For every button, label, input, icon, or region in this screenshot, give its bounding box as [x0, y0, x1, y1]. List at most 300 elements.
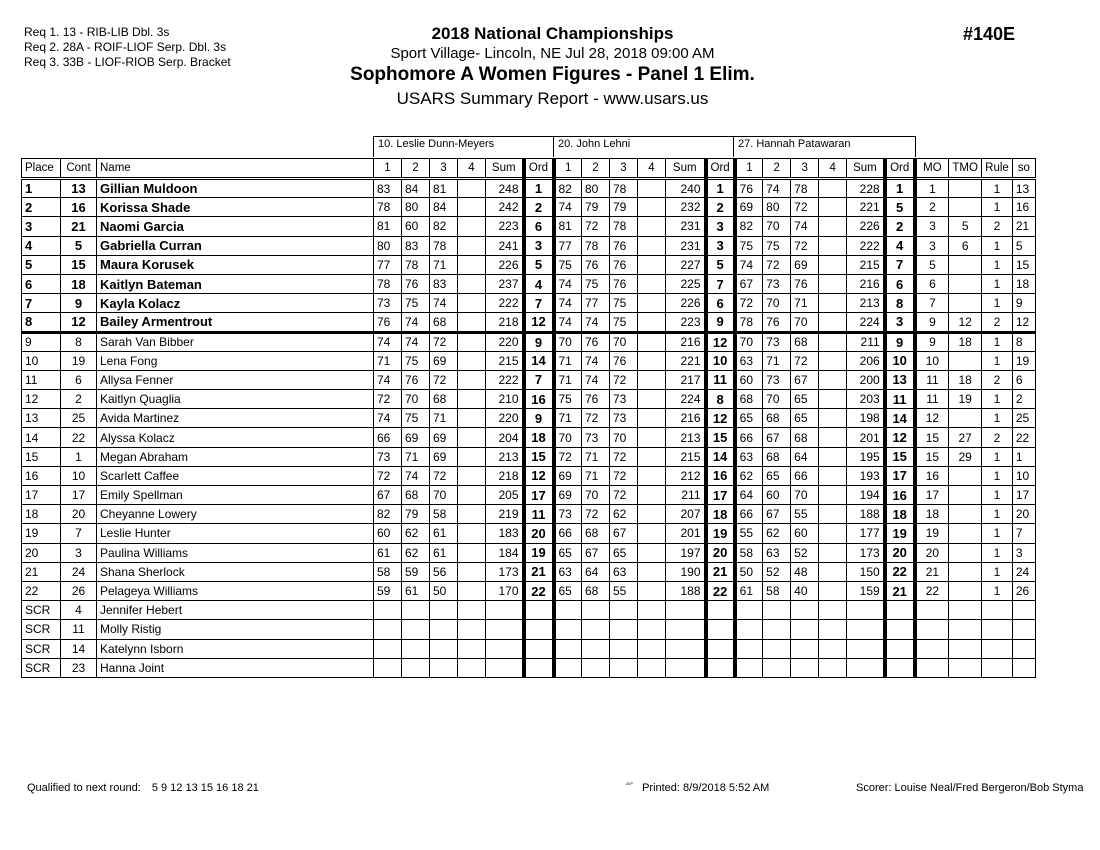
- judge-2-score-2: 76: [582, 332, 610, 351]
- name-cell: Gabriella Curran: [97, 236, 374, 255]
- judge-3-score-1: 67: [735, 274, 763, 293]
- col-j3-sum: Sum: [847, 159, 885, 179]
- so-cell: 21: [1012, 217, 1035, 236]
- place-cell: 9: [22, 332, 61, 351]
- mo-cell: 9: [915, 332, 949, 351]
- col-j1-2: 2: [402, 159, 430, 179]
- judge-3-score-2: 71: [763, 351, 791, 370]
- judge-3-score-4: [819, 313, 847, 332]
- judge-3-ord: 2: [885, 217, 915, 236]
- judge-3-sum: 224: [847, 313, 885, 332]
- judge-1-sum: 170: [486, 581, 524, 600]
- requirements-list: [24, 25, 231, 70]
- judge-1-score-2: 80: [402, 198, 430, 217]
- name-cell: Korissa Shade: [97, 198, 374, 217]
- col-j3-2: 2: [763, 159, 791, 179]
- table-row: [22, 562, 1036, 581]
- judge-2-sum: 226: [666, 294, 706, 313]
- place-cell: 17: [22, 486, 61, 505]
- judge-1-ord: 22: [524, 581, 554, 600]
- judge-3-score-1: 76: [735, 179, 763, 198]
- judge-2-sum: 213: [666, 428, 706, 447]
- judge-1-score-1: 72: [374, 466, 402, 485]
- judge-3-sum: 150: [847, 562, 885, 581]
- judge-3-sum: 213: [847, 294, 885, 313]
- judge-3-score-4: [819, 409, 847, 428]
- judge-3-score-4: [819, 601, 847, 620]
- table-row: [22, 390, 1036, 409]
- judge-1-score-3: 78: [430, 236, 458, 255]
- judge-3-score-3: 78: [791, 179, 819, 198]
- mo-cell: 10: [915, 351, 949, 370]
- judge-1-score-2: 59: [402, 562, 430, 581]
- rule-cell: 2: [982, 313, 1013, 332]
- judge-2-ord: 7: [706, 274, 735, 293]
- judge-2-score-3: 76: [610, 351, 638, 370]
- name-cell: Emily Spellman: [97, 486, 374, 505]
- table-row: [22, 524, 1036, 543]
- col-j2-3: 3: [610, 159, 638, 179]
- judge-3-score-3: 52: [791, 543, 819, 562]
- col-j1-1: 1: [374, 159, 402, 179]
- table-header-row: [22, 159, 1036, 179]
- cont-cell: 24: [61, 562, 97, 581]
- place-cell: 13: [22, 409, 61, 428]
- col-cont: Cont: [61, 159, 97, 179]
- rule-cell: 1: [982, 409, 1013, 428]
- judge-2-score-2: 68: [582, 581, 610, 600]
- judge-1-ord: 1: [524, 179, 554, 198]
- judge-2-score-2: 74: [582, 370, 610, 389]
- requirement-1: Req 1. 13 - RIB-LIB Dbl. 3s: [24, 25, 170, 39]
- judge-1-score-4: [458, 198, 486, 217]
- judge-1-score-3: 72: [430, 332, 458, 351]
- col-tmo: TMO: [949, 159, 982, 179]
- judge-3-score-2: 67: [763, 428, 791, 447]
- judge-1-score-1: [374, 620, 402, 639]
- judge-1-ord: 7: [524, 294, 554, 313]
- judge-2-sum: [666, 658, 706, 677]
- name-cell: Maura Korusek: [97, 255, 374, 274]
- judge-3-ord: 17: [885, 466, 915, 485]
- judge-2-score-4: [638, 466, 666, 485]
- judge-1-score-4: [458, 255, 486, 274]
- cont-cell: 25: [61, 409, 97, 428]
- judge-3-score-4: [819, 505, 847, 524]
- venue-date: Sport Village- Lincoln, NE Jul 28, 2018 09:00 AM: [390, 45, 715, 62]
- cont-cell: 19: [61, 351, 97, 370]
- rule-cell: 2: [982, 428, 1013, 447]
- judge-1-score-3: 61: [430, 543, 458, 562]
- judge-3-sum: 159: [847, 581, 885, 600]
- judge-3-sum: 188: [847, 505, 885, 524]
- judge-1-ord: 15: [524, 447, 554, 466]
- mo-cell: 11: [915, 370, 949, 389]
- judge-2-score-3: [610, 658, 638, 677]
- judge-3-ord: [885, 620, 915, 639]
- judge-2-sum: 240: [666, 179, 706, 198]
- judge-3-score-1: 60: [735, 370, 763, 389]
- judge-1-ord: 3: [524, 236, 554, 255]
- judge-1-score-4: [458, 370, 486, 389]
- judge-1-ord: 4: [524, 274, 554, 293]
- tmo-cell: [949, 601, 982, 620]
- judge-3-score-4: [819, 562, 847, 581]
- judge-1-score-3: 69: [430, 351, 458, 370]
- judge-1-score-3: 84: [430, 198, 458, 217]
- judge-2-score-4: [638, 332, 666, 351]
- judge-2-ord: 21: [706, 562, 735, 581]
- judge-1-sum: 223: [486, 217, 524, 236]
- judge-2-score-4: [638, 274, 666, 293]
- judge-2-score-4: [638, 639, 666, 658]
- judge-2-ord: 3: [706, 236, 735, 255]
- so-cell: 13: [1012, 179, 1035, 198]
- table-row: [22, 236, 1036, 255]
- judge-3-score-4: [819, 236, 847, 255]
- judge-3-score-2: 70: [763, 217, 791, 236]
- mo-cell: 15: [915, 428, 949, 447]
- tmo-cell: [949, 658, 982, 677]
- name-cell: Alyssa Kolacz: [97, 428, 374, 447]
- name-cell: Kaitlyn Bateman: [97, 274, 374, 293]
- judge-1-score-4: [458, 332, 486, 351]
- judge-2-ord: [706, 639, 735, 658]
- judge-3-score-1: 61: [735, 581, 763, 600]
- judge-2-score-1: 66: [554, 524, 582, 543]
- table-row: [22, 370, 1036, 389]
- judge-2-ord: 12: [706, 409, 735, 428]
- judge-3-score-3: 64: [791, 447, 819, 466]
- judge-3-sum: [847, 658, 885, 677]
- judge-2-score-1: 75: [554, 390, 582, 409]
- judge-3-sum: 195: [847, 447, 885, 466]
- judge-2-score-1: 69: [554, 466, 582, 485]
- requirement-3: Req 3. 33B - LIOF-RIOB Serp. Bracket: [24, 55, 231, 69]
- judge-2-score-1: [554, 601, 582, 620]
- place-cell: 4: [22, 236, 61, 255]
- judge-1-ord: 16: [524, 390, 554, 409]
- mo-cell: 3: [915, 217, 949, 236]
- judge-1-sum: [486, 639, 524, 658]
- name-cell: Kaitlyn Quaglia: [97, 390, 374, 409]
- table-row: [22, 505, 1036, 524]
- judge-1-ord: 9: [524, 332, 554, 351]
- judge-1-sum: 226: [486, 255, 524, 274]
- judge-2-score-4: [638, 198, 666, 217]
- tmo-cell: [949, 639, 982, 658]
- place-cell: 16: [22, 466, 61, 485]
- judge-2-score-4: [638, 236, 666, 255]
- judge-3-ord: 4: [885, 236, 915, 255]
- judge-2-score-1: 72: [554, 447, 582, 466]
- place-cell: 15: [22, 447, 61, 466]
- judge-2-sum: [666, 601, 706, 620]
- place-cell: 7: [22, 294, 61, 313]
- judge-2-ord: 22: [706, 581, 735, 600]
- judge-1-ord: 2: [524, 198, 554, 217]
- judge-1-score-4: [458, 274, 486, 293]
- so-cell: 22: [1012, 428, 1035, 447]
- place-cell: SCR: [22, 639, 61, 658]
- place-cell: SCR: [22, 658, 61, 677]
- judge-3-sum: 177: [847, 524, 885, 543]
- judge-2-score-1: 82: [554, 179, 582, 198]
- rule-cell: 1: [982, 466, 1013, 485]
- judge-2-ord: 12: [706, 332, 735, 351]
- place-cell: 5: [22, 255, 61, 274]
- judge-1-score-3: 74: [430, 294, 458, 313]
- judge-3-score-2: 80: [763, 198, 791, 217]
- judge-3-score-3: 60: [791, 524, 819, 543]
- judge-1-sum: 222: [486, 370, 524, 389]
- judge-1-sum: 220: [486, 409, 524, 428]
- rule-cell: 1: [982, 198, 1013, 217]
- judge-2-ord: 15: [706, 428, 735, 447]
- judge-1-score-3: 82: [430, 217, 458, 236]
- scorer-line: Scorer: Louise Neal/Fred Bergeron/Bob Styma: [856, 782, 1084, 794]
- col-so: so: [1012, 159, 1035, 179]
- judge-2-score-1: 73: [554, 505, 582, 524]
- judge-1-score-2: [402, 658, 430, 677]
- judge-1-score-2: 60: [402, 217, 430, 236]
- tmo-cell: 6: [949, 236, 982, 255]
- place-cell: 1: [22, 179, 61, 198]
- judge-1-score-2: 74: [402, 332, 430, 351]
- judge-3-score-1: 66: [735, 505, 763, 524]
- judge-1-sum: 204: [486, 428, 524, 447]
- judge-3-sum: 206: [847, 351, 885, 370]
- judge-2-score-4: [638, 658, 666, 677]
- judge-2-score-3: [610, 639, 638, 658]
- judge-1-score-4: [458, 179, 486, 198]
- rule-cell: 1: [982, 255, 1013, 274]
- name-cell: Megan Abraham: [97, 447, 374, 466]
- judge-1-score-1: 81: [374, 217, 402, 236]
- judge-3-score-4: [819, 255, 847, 274]
- judge-3-score-2: 67: [763, 505, 791, 524]
- judge-3-score-1: 63: [735, 351, 763, 370]
- cont-cell: 8: [61, 332, 97, 351]
- place-cell: 22: [22, 581, 61, 600]
- requirement-2: Req 2. 28A - ROIF-LIOF Serp. Dbl. 3s: [24, 40, 227, 54]
- judge-1-score-3: [430, 601, 458, 620]
- tmo-cell: [949, 581, 982, 600]
- judge-1-score-4: [458, 390, 486, 409]
- judge-3-ord: 5: [885, 198, 915, 217]
- judge-2-score-4: [638, 620, 666, 639]
- judge-3-score-4: [819, 332, 847, 351]
- place-cell: SCR: [22, 601, 61, 620]
- judge-2-score-2: 68: [582, 524, 610, 543]
- judge-1-score-3: [430, 639, 458, 658]
- judge-1-score-2: 84: [402, 179, 430, 198]
- name-cell: Cheyanne Lowery: [97, 505, 374, 524]
- judge-2-sum: 190: [666, 562, 706, 581]
- so-cell: 18: [1012, 274, 1035, 293]
- judge-2-score-2: [582, 601, 610, 620]
- judge-3-sum: 193: [847, 466, 885, 485]
- judge-3-score-1: 55: [735, 524, 763, 543]
- judge-3-score-2: 70: [763, 390, 791, 409]
- judge-1-score-2: 69: [402, 428, 430, 447]
- qualified-values: 5 9 12 13 15 16 18 21: [151, 782, 259, 794]
- name-cell: Sarah Van Bibber: [97, 332, 374, 351]
- judge-2-score-2: 71: [582, 447, 610, 466]
- judge-1-score-3: 69: [430, 428, 458, 447]
- competition-title: 2018 National Championships: [431, 24, 674, 43]
- judge-1-score-1: 82: [374, 505, 402, 524]
- judge-1-score-2: 76: [402, 370, 430, 389]
- judge-3-score-1: 74: [735, 255, 763, 274]
- cont-cell: 4: [61, 601, 97, 620]
- judge-1-score-2: 83: [402, 236, 430, 255]
- cont-cell: 14: [61, 639, 97, 658]
- judge-3-ord: 13: [885, 370, 915, 389]
- judge-3-score-4: [819, 294, 847, 313]
- judge-1-score-3: 69: [430, 447, 458, 466]
- judge-1-ord: 12: [524, 313, 554, 332]
- judge-1-score-4: [458, 524, 486, 543]
- place-cell: 20: [22, 543, 61, 562]
- name-cell: Gillian Muldoon: [97, 179, 374, 198]
- mo-cell: 1: [915, 179, 949, 198]
- judge-2-score-4: [638, 447, 666, 466]
- judge-2-ord: 17: [706, 486, 735, 505]
- judge-2-ord: 9: [706, 313, 735, 332]
- judge-2-score-4: [638, 428, 666, 447]
- tmo-cell: [949, 198, 982, 217]
- cont-cell: 13: [61, 179, 97, 198]
- judge-3-sum: 200: [847, 370, 885, 389]
- name-cell: Shana Sherlock: [97, 562, 374, 581]
- judge-1-sum: 213: [486, 447, 524, 466]
- judge-3-score-1: 58: [735, 543, 763, 562]
- judge-2-score-3: 63: [610, 562, 638, 581]
- judge-1-sum: 248: [486, 179, 524, 198]
- col-j1-ord: Ord: [524, 159, 554, 179]
- place-cell: 3: [22, 217, 61, 236]
- cont-cell: 22: [61, 428, 97, 447]
- judge-3-header: 27. Hannah Patawaran: [733, 136, 916, 157]
- rule-cell: 1: [982, 543, 1013, 562]
- judge-3-score-4: [819, 524, 847, 543]
- judge-3-score-1: 78: [735, 313, 763, 332]
- judge-3-sum: 226: [847, 217, 885, 236]
- cont-cell: 6: [61, 370, 97, 389]
- judge-2-score-2: 80: [582, 179, 610, 198]
- judge-2-score-1: 70: [554, 428, 582, 447]
- rule-cell: [982, 620, 1013, 639]
- judge-2-score-1: 74: [554, 294, 582, 313]
- judge-3-score-2: 76: [763, 313, 791, 332]
- judge-3-ord: 11: [885, 390, 915, 409]
- judge-2-score-3: 72: [610, 447, 638, 466]
- judge-3-score-3: 66: [791, 466, 819, 485]
- judge-1-score-1: 78: [374, 198, 402, 217]
- judge-2-score-3: 72: [610, 466, 638, 485]
- judge-3-score-3: 68: [791, 428, 819, 447]
- judge-1-ord: 11: [524, 505, 554, 524]
- judge-1-score-4: [458, 217, 486, 236]
- judge-2-score-2: 72: [582, 409, 610, 428]
- judge-1-ord: 5: [524, 255, 554, 274]
- judge-2-sum: 217: [666, 370, 706, 389]
- judge-1-sum: 222: [486, 294, 524, 313]
- judge-2-score-3: 72: [610, 486, 638, 505]
- judge-2-score-2: 71: [582, 466, 610, 485]
- judge-2-score-3: 78: [610, 217, 638, 236]
- judge-3-score-3: 40: [791, 581, 819, 600]
- judge-3-score-4: [819, 351, 847, 370]
- judge-3-score-1: 62: [735, 466, 763, 485]
- judge-3-score-4: [819, 486, 847, 505]
- judge-3-sum: 173: [847, 543, 885, 562]
- judge-2-sum: 201: [666, 524, 706, 543]
- judge-3-score-2: 75: [763, 236, 791, 255]
- mo-cell: 2: [915, 198, 949, 217]
- judge-3-score-3: 68: [791, 332, 819, 351]
- judge-3-ord: [885, 601, 915, 620]
- judge-2-score-2: 75: [582, 274, 610, 293]
- judge-1-ord: 21: [524, 562, 554, 581]
- tmo-cell: 19: [949, 390, 982, 409]
- judge-2-score-2: [582, 658, 610, 677]
- judge-3-score-2: 70: [763, 294, 791, 313]
- judge-1-score-4: [458, 313, 486, 332]
- judge-2-score-3: 78: [610, 179, 638, 198]
- judge-3-score-3: 72: [791, 236, 819, 255]
- cont-cell: 12: [61, 313, 97, 332]
- judge-3-score-2: 68: [763, 447, 791, 466]
- mo-cell: [915, 601, 949, 620]
- judge-3-score-2: [763, 658, 791, 677]
- judge-3-ord: 16: [885, 486, 915, 505]
- judge-3-sum: 198: [847, 409, 885, 428]
- judge-3-score-4: [819, 620, 847, 639]
- judge-1-score-4: [458, 466, 486, 485]
- judge-1-sum: [486, 601, 524, 620]
- judge-3-ord: 19: [885, 524, 915, 543]
- cont-cell: 15: [61, 255, 97, 274]
- col-j3-ord: Ord: [885, 159, 915, 179]
- judge-2-score-1: 71: [554, 409, 582, 428]
- judge-3-sum: 228: [847, 179, 885, 198]
- judge-3-score-2: 62: [763, 524, 791, 543]
- judge-1-score-2: 62: [402, 524, 430, 543]
- judge-3-score-1: 66: [735, 428, 763, 447]
- table-row: [22, 217, 1036, 236]
- judge-1-score-3: 68: [430, 390, 458, 409]
- col-place: Place: [22, 159, 61, 179]
- tmo-cell: [949, 255, 982, 274]
- so-cell: [1012, 658, 1035, 677]
- judge-3-score-2: 73: [763, 274, 791, 293]
- mo-cell: 18: [915, 505, 949, 524]
- judge-3-score-4: [819, 274, 847, 293]
- judge-2-sum: 216: [666, 332, 706, 351]
- tmo-cell: 27: [949, 428, 982, 447]
- judge-3-score-3: 76: [791, 274, 819, 293]
- judge-3-score-1: [735, 658, 763, 677]
- so-cell: 7: [1012, 524, 1035, 543]
- judge-1-sum: 218: [486, 313, 524, 332]
- judge-1-score-4: [458, 601, 486, 620]
- judge-1-ord: [524, 620, 554, 639]
- judge-1-score-3: 81: [430, 179, 458, 198]
- judge-1-ord: 7: [524, 370, 554, 389]
- judge-2-score-4: [638, 543, 666, 562]
